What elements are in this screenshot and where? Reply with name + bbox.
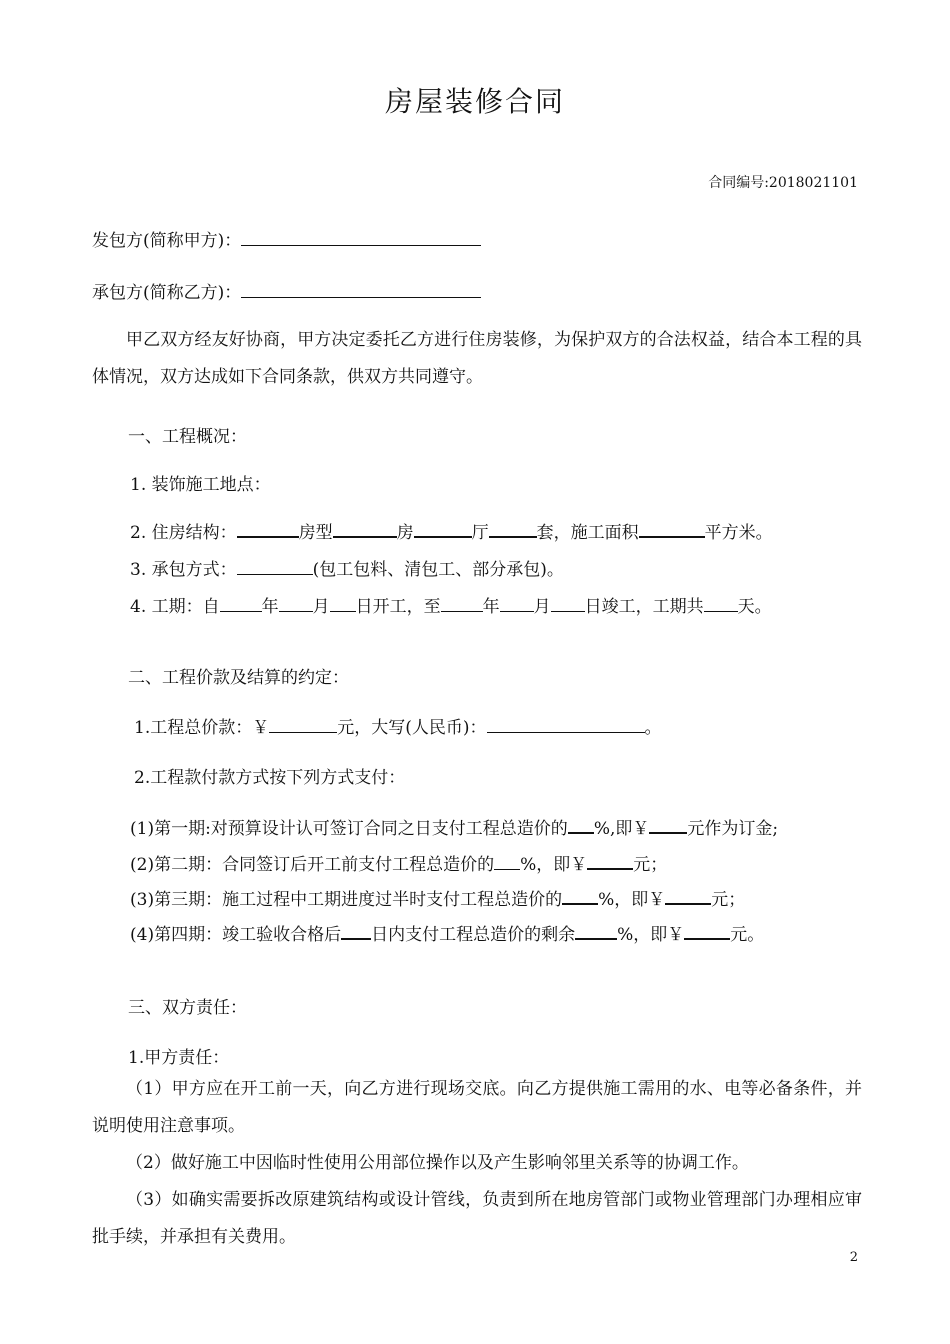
- document-title: 房屋装修合同: [384, 85, 565, 118]
- payment-phase-2: (2)第二期：合同签订后开工前支付工程总造价的 %，即￥ 元；: [130, 850, 667, 875]
- item-construction-site: 1. 装饰施工地点：: [130, 475, 271, 495]
- blank: [489, 518, 537, 538]
- blank: [704, 593, 738, 612]
- contract-number: 合同编号:2018021101: [708, 175, 858, 191]
- payment-phase-3: (3)第三期：施工过程中工期进度过半时支付工程总造价的 %，即￥ 元；: [130, 885, 745, 910]
- item-total-price: 1.工程总价款：￥ 元，大写(人民币)： 。: [134, 713, 662, 738]
- responsibility-item-3: （3）如确实需要拆改原建筑结构或设计管线，负责到所在地房管部门或物业管理部门办理相应审批手续，并承担有关费用。: [92, 1190, 862, 1247]
- blank: [568, 814, 594, 834]
- party-a-line: [92, 226, 481, 251]
- blank: [587, 850, 633, 870]
- intro-paragraph: 甲乙双方经友好协商，甲方决定委托乙方进行住房装修，为保护双方的合法权益，结合本工程的具体情况，双方达成如下合同条款，供双方共同遵守。: [92, 330, 862, 387]
- blank: [333, 518, 397, 538]
- blank: [575, 920, 617, 940]
- blank: [562, 885, 598, 905]
- party-b-label: 承包方(简称乙方)：: [92, 283, 242, 303]
- page-number: 2: [849, 1250, 858, 1265]
- blank: [237, 518, 299, 538]
- blank: [441, 593, 483, 612]
- blank: [237, 556, 313, 575]
- blank: [551, 593, 585, 612]
- section-3-heading: 三、双方责任：: [128, 998, 247, 1018]
- party-a-blank: [241, 227, 481, 246]
- item-payment-method: 2.工程款付款方式按下列方式支付：: [134, 768, 406, 788]
- item-housing-structure: 2. 住房结构： 房型 房 厅 套，施工面积 平方米。: [130, 518, 773, 543]
- responsibility-item-1: （1）甲方应在开工前一天，向乙方进行现场交底。向乙方提供施工需用的水、电等必备条件，并说明使用注意事项。: [92, 1079, 862, 1136]
- blank: [341, 920, 371, 940]
- party-a-label: 发包方(简称甲方)：: [92, 231, 242, 251]
- blank: [500, 593, 534, 612]
- blank: [487, 714, 645, 733]
- item-contract-mode: 3. 承包方式： (包工包料、清包工、部分承包)。: [130, 555, 564, 580]
- responsibility-item-2: （2）做好施工中因临时性使用公用部位操作以及产生影响邻里关系等的协调工作。: [126, 1153, 749, 1173]
- item-construction-period: 4. 工期：自 年 月 日开工，至 年 月 日竣工，工期共 天。: [130, 592, 772, 617]
- blank: [639, 518, 705, 538]
- blank: [665, 885, 711, 905]
- blank: [220, 593, 262, 612]
- blank: [279, 593, 313, 612]
- section-2-heading: 二、工程价款及结算的约定：: [128, 668, 349, 688]
- payment-phase-4: (4)第四期：竣工验收合格后 日内支付工程总造价的剩余 %，即￥ 元。: [130, 920, 764, 945]
- party-b-blank: [241, 279, 481, 298]
- blank: [494, 851, 520, 870]
- blank: [269, 714, 337, 733]
- blank: [684, 920, 730, 940]
- blank: [649, 814, 687, 834]
- party-a-responsibility-heading: 1.甲方责任：: [128, 1048, 230, 1068]
- blank: [414, 518, 472, 538]
- payment-phase-1: (1)第一期:对预算设计认可签订合同之日支付工程总造价的 %,即￥ 元作为订金;: [130, 814, 778, 839]
- section-1-heading: 一、工程概况：: [128, 427, 247, 447]
- blank: [330, 593, 356, 612]
- party-b-line: [92, 278, 481, 303]
